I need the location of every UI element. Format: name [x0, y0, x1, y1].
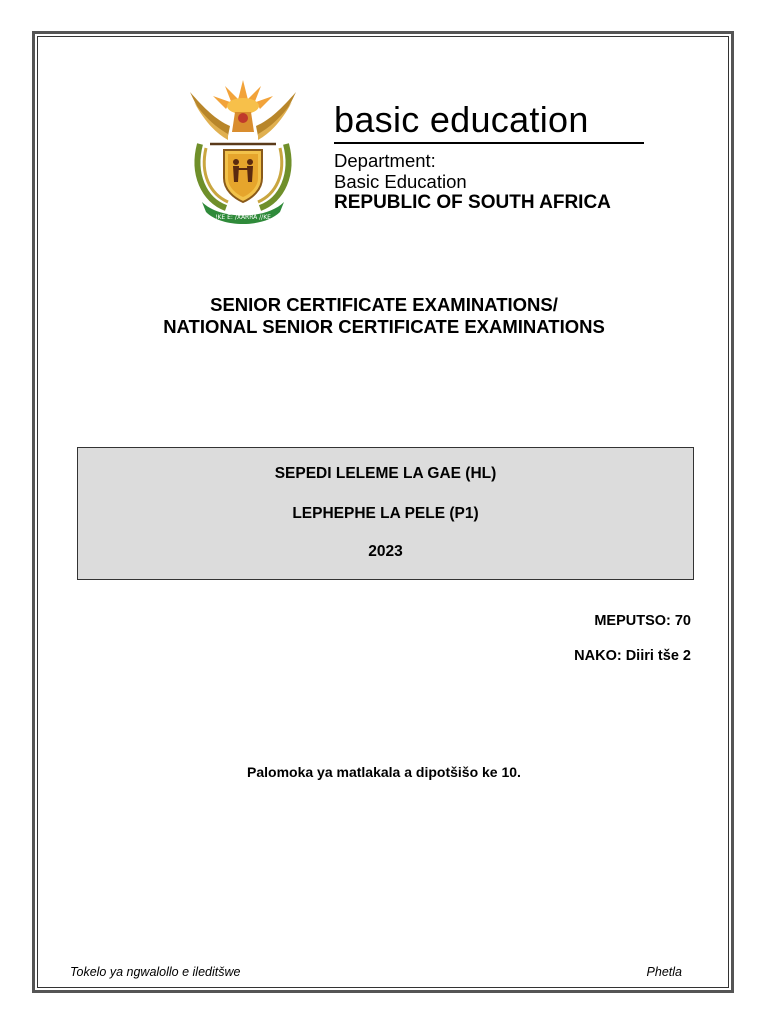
- subject-name: SEPEDI LELEME LA GAE (HL): [274, 465, 497, 482]
- country-name: REPUBLIC OF SOUTH AFRICA: [334, 192, 611, 213]
- turn-over-note: Phetla: [646, 965, 682, 979]
- department-name: Basic Education: [334, 171, 467, 192]
- exam-title-line-2: NATIONAL SENIOR CERTIFICATE EXAMINATIONS: [163, 316, 605, 337]
- marks-and-time: [574, 612, 691, 665]
- subject-box: [77, 447, 694, 580]
- exam-title: [40, 294, 728, 338]
- paper-name: LEPHEPHE LA PELE (P1): [292, 505, 479, 522]
- department-label: Department:: [334, 150, 436, 171]
- exam-year: 2023: [368, 543, 403, 560]
- total-marks: MEPUTSO: 70: [594, 613, 691, 629]
- copyright-notice: Tokelo ya ngwalollo e ileditšwe: [70, 965, 241, 979]
- department-branding: [334, 100, 644, 213]
- coat-of-arms-icon: [180, 74, 306, 226]
- crest-motto: !KE E: /XARRA //KE: [215, 214, 271, 221]
- exam-title-line-1: SENIOR CERTIFICATE EXAMINATIONS/: [210, 294, 558, 315]
- exam-duration: NAKO: Diiri tše 2: [574, 648, 691, 664]
- brand-title: basic education: [334, 100, 644, 144]
- page-count-note: Palomoka ya matlakala a dipotšišo ke 10.: [247, 764, 521, 780]
